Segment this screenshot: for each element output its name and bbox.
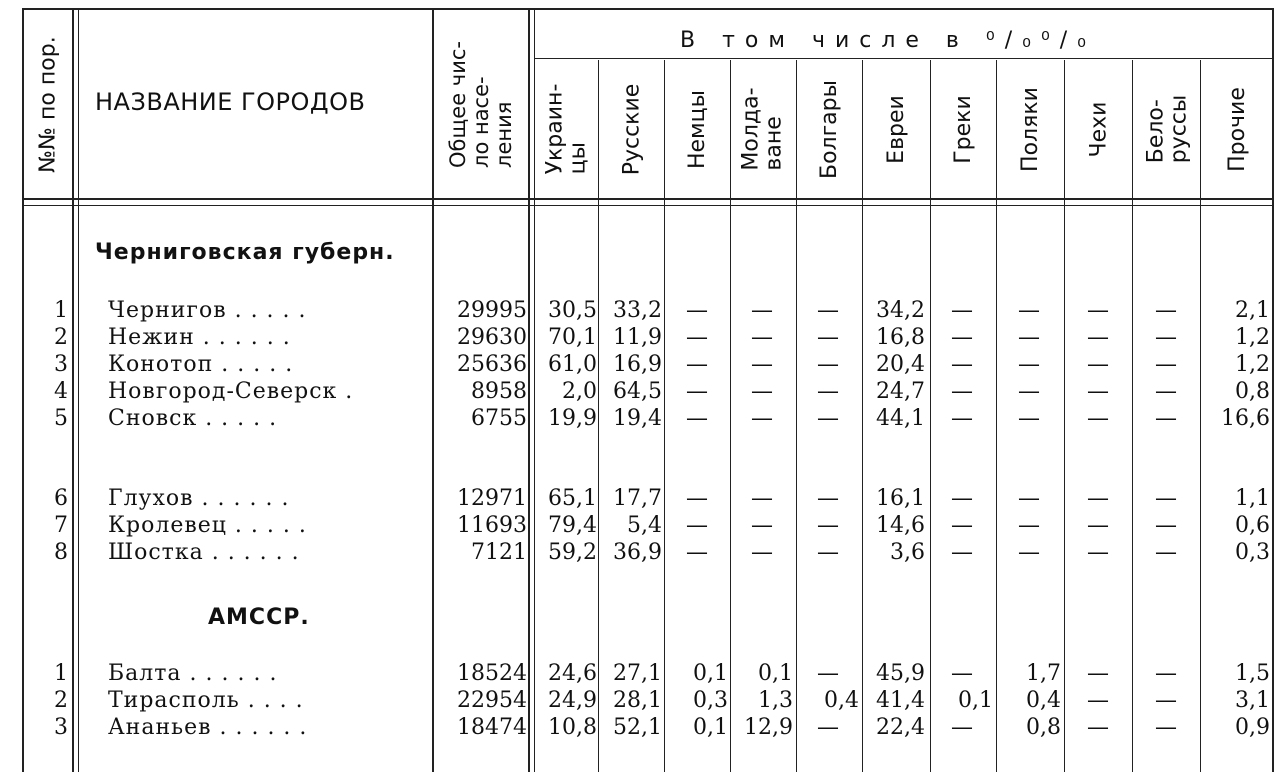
cell-moldovans: —: [751, 379, 773, 404]
header-poles: Поляки: [1017, 86, 1043, 172]
cell-belarusians: —: [1155, 715, 1177, 740]
cell-jews: 20,4: [876, 352, 925, 377]
cell-ukrainians: 79,4: [548, 513, 597, 538]
total-population: 7121: [471, 540, 527, 565]
cell-others: 1,2: [1235, 352, 1270, 377]
cell-belarusians: —: [1155, 513, 1177, 538]
cell-poles: 1,7: [1026, 661, 1061, 686]
cell-belarusians: —: [1155, 661, 1177, 686]
cell-germans: —: [686, 298, 708, 323]
cell-belarusians: —: [1155, 688, 1177, 713]
total-population: 22954: [457, 688, 527, 713]
cell-moldovans: 1,3: [758, 688, 793, 713]
cell-russians: 36,9: [613, 540, 662, 565]
cell-poles: —: [1018, 352, 1040, 377]
cell-russians: 27,1: [613, 661, 662, 686]
cell-belarusians: —: [1155, 325, 1177, 350]
cell-czechs: —: [1087, 406, 1109, 431]
cell-others: 0,6: [1235, 513, 1270, 538]
cell-czechs: —: [1087, 298, 1109, 323]
header-moldovans: Молда- ване: [739, 87, 788, 171]
cell-germans: —: [686, 352, 708, 377]
table-row: [0, 512, 1280, 539]
cell-greeks: —: [951, 513, 973, 538]
group-rule: [534, 58, 1274, 59]
cell-bulgarians: —: [817, 715, 839, 740]
city-name: Шостка . . . . . .: [108, 540, 300, 565]
cell-ukrainians: 24,6: [548, 661, 597, 686]
cell-russians: 17,7: [613, 486, 662, 511]
cell-poles: —: [1018, 298, 1040, 323]
cell-czechs: —: [1087, 325, 1109, 350]
cell-bulgarians: 0,4: [824, 688, 859, 713]
cell-greeks: —: [951, 325, 973, 350]
cell-jews: 44,1: [876, 406, 925, 431]
cell-ukrainians: 2,0: [562, 379, 597, 404]
cell-moldovans: 0,1: [758, 661, 793, 686]
city-name: Балта . . . . . .: [108, 661, 278, 686]
header-russians: Русские: [619, 83, 645, 175]
cell-moldovans: —: [751, 352, 773, 377]
city-name: Кролевец . . . . .: [108, 513, 307, 538]
city-name: Конотоп . . . . .: [108, 352, 294, 377]
cell-greeks: —: [951, 298, 973, 323]
header-others: Прочие: [1224, 86, 1250, 172]
cell-czechs: —: [1087, 715, 1109, 740]
cell-germans: 0,1: [693, 661, 728, 686]
cell-belarusians: —: [1155, 352, 1177, 377]
section-title: Черниговская губерн.: [95, 240, 395, 265]
header-rule: [22, 198, 1274, 200]
total-population: 8958: [471, 379, 527, 404]
table-row: [0, 687, 1280, 714]
cell-poles: —: [1018, 513, 1040, 538]
cell-bulgarians: —: [817, 298, 839, 323]
cell-russians: 33,2: [613, 298, 662, 323]
city-name: Чернигов . . . . .: [108, 298, 307, 323]
cell-russians: 52,1: [613, 715, 662, 740]
row-number: 1: [54, 298, 68, 323]
cell-moldovans: —: [751, 325, 773, 350]
cell-russians: 11,9: [613, 325, 662, 350]
cell-germans: 0,1: [693, 715, 728, 740]
cell-germans: —: [686, 486, 708, 511]
row-number: 3: [54, 352, 68, 377]
cell-bulgarians: —: [817, 379, 839, 404]
cell-greeks: —: [951, 715, 973, 740]
table-row: [0, 324, 1280, 351]
cell-poles: —: [1018, 325, 1040, 350]
row-number: 6: [54, 486, 68, 511]
city-name: Ананьев . . . . . .: [108, 715, 308, 740]
cell-poles: —: [1018, 540, 1040, 565]
cell-greeks: —: [951, 406, 973, 431]
city-name: Нежин . . . . . .: [108, 325, 291, 350]
cell-jews: 16,1: [876, 486, 925, 511]
row-number: 4: [54, 379, 68, 404]
cell-russians: 5,4: [627, 513, 662, 538]
cell-germans: —: [686, 406, 708, 431]
cell-ukrainians: 70,1: [548, 325, 597, 350]
cell-others: 1,2: [1235, 325, 1270, 350]
cell-others: 16,6: [1221, 406, 1270, 431]
cell-russians: 28,1: [613, 688, 662, 713]
cell-russians: 16,9: [613, 352, 662, 377]
cell-jews: 16,8: [876, 325, 925, 350]
total-population: 25636: [457, 352, 527, 377]
cell-moldovans: —: [751, 540, 773, 565]
cell-belarusians: —: [1155, 298, 1177, 323]
total-population: 11693: [457, 513, 527, 538]
table-row: [0, 297, 1280, 324]
total-population: 29995: [457, 298, 527, 323]
header-number: №№ по пор.: [35, 35, 61, 173]
header-germans: Немцы: [685, 89, 711, 169]
header-jews: Евреи: [883, 94, 909, 164]
cell-czechs: —: [1087, 688, 1109, 713]
row-number: 3: [54, 715, 68, 740]
cell-germans: 0,3: [693, 688, 728, 713]
cell-moldovans: —: [751, 298, 773, 323]
cell-ukrainians: 19,9: [548, 406, 597, 431]
cell-belarusians: —: [1155, 406, 1177, 431]
cell-ukrainians: 65,1: [548, 486, 597, 511]
table-row: [0, 485, 1280, 512]
cell-ukrainians: 61,0: [548, 352, 597, 377]
city-name: Новгород-Северск .: [108, 379, 354, 404]
table-row: [0, 378, 1280, 405]
cell-belarusians: —: [1155, 379, 1177, 404]
cell-others: 0,9: [1235, 715, 1270, 740]
section-title: АМССР.: [208, 605, 310, 630]
cell-ukrainians: 10,8: [548, 715, 597, 740]
cell-bulgarians: —: [817, 325, 839, 350]
row-number: 5: [54, 406, 68, 431]
cell-poles: 0,4: [1026, 688, 1061, 713]
total-population: 6755: [471, 406, 527, 431]
cell-russians: 19,4: [613, 406, 662, 431]
cell-russians: 64,5: [613, 379, 662, 404]
cell-poles: —: [1018, 379, 1040, 404]
cell-jews: 3,6: [890, 540, 925, 565]
cell-bulgarians: —: [817, 513, 839, 538]
city-name: Глухов . . . . . .: [108, 486, 290, 511]
cell-greeks: —: [951, 352, 973, 377]
cell-poles: 0,8: [1026, 715, 1061, 740]
cell-czechs: —: [1087, 540, 1109, 565]
row-number: 2: [54, 325, 68, 350]
header-rule: [22, 205, 1274, 206]
cell-greeks: —: [951, 486, 973, 511]
cell-jews: 34,2: [876, 298, 925, 323]
header-bulgarians: Болгары: [816, 79, 842, 179]
cell-jews: 45,9: [876, 661, 925, 686]
header-greeks: Греки: [950, 94, 976, 164]
cell-jews: 14,6: [876, 513, 925, 538]
cell-czechs: —: [1087, 661, 1109, 686]
table-row: [0, 539, 1280, 566]
header-belarusians: Бело- руссы: [1143, 94, 1192, 164]
total-population: 29630: [457, 325, 527, 350]
cell-greeks: —: [951, 379, 973, 404]
cell-belarusians: —: [1155, 486, 1177, 511]
total-population: 18474: [457, 715, 527, 740]
cell-greeks: 0,1: [958, 688, 993, 713]
cell-poles: —: [1018, 406, 1040, 431]
cell-moldovans: —: [751, 513, 773, 538]
cell-others: 0,8: [1235, 379, 1270, 404]
cell-czechs: —: [1087, 513, 1109, 538]
cell-greeks: —: [951, 661, 973, 686]
row-number: 2: [54, 688, 68, 713]
cell-moldovans: 12,9: [744, 715, 793, 740]
cell-poles: —: [1018, 486, 1040, 511]
cell-czechs: —: [1087, 379, 1109, 404]
header-ukrainians: Украин- цы: [542, 83, 591, 175]
header-total-population: Общее чис- ло насе- ления: [445, 40, 516, 168]
table-row: [0, 351, 1280, 378]
cell-germans: —: [686, 513, 708, 538]
cell-moldovans: —: [751, 406, 773, 431]
cell-belarusians: —: [1155, 540, 1177, 565]
cell-bulgarians: —: [817, 406, 839, 431]
cell-jews: 22,4: [876, 715, 925, 740]
cell-germans: —: [686, 325, 708, 350]
cell-germans: —: [686, 379, 708, 404]
row-number: 8: [54, 540, 68, 565]
header-city-name: НАЗВАНИЕ ГОРОДОВ: [95, 88, 366, 116]
total-population: 12971: [457, 486, 527, 511]
cell-ukrainians: 24,9: [548, 688, 597, 713]
city-name: Тирасполь . . . .: [108, 688, 304, 713]
row-number: 1: [54, 661, 68, 686]
top-rule: [22, 8, 1274, 10]
cell-czechs: —: [1087, 486, 1109, 511]
cell-others: 3,1: [1235, 688, 1270, 713]
cell-czechs: —: [1087, 352, 1109, 377]
cell-ukrainians: 30,5: [548, 298, 597, 323]
cell-greeks: —: [951, 540, 973, 565]
cell-bulgarians: —: [817, 661, 839, 686]
header-czechs: Чехи: [1086, 101, 1112, 157]
row-number: 7: [54, 513, 68, 538]
cell-moldovans: —: [751, 486, 773, 511]
cell-bulgarians: —: [817, 540, 839, 565]
cell-others: 0,3: [1235, 540, 1270, 565]
total-population: 18524: [457, 661, 527, 686]
table-row: [0, 660, 1280, 687]
cell-bulgarians: —: [817, 486, 839, 511]
cell-others: 1,1: [1235, 486, 1270, 511]
cell-ukrainians: 59,2: [548, 540, 597, 565]
cell-jews: 24,7: [876, 379, 925, 404]
cell-germans: —: [686, 540, 708, 565]
cell-jews: 41,4: [876, 688, 925, 713]
cell-others: 2,1: [1235, 298, 1270, 323]
cell-others: 1,5: [1235, 661, 1270, 686]
table-row: [0, 405, 1280, 432]
table-row: [0, 714, 1280, 741]
city-name: Сновск . . . . .: [108, 406, 278, 431]
cell-bulgarians: —: [817, 352, 839, 377]
header-group-label: В том числе в ⁰/₀⁰/₀: [680, 28, 1096, 53]
